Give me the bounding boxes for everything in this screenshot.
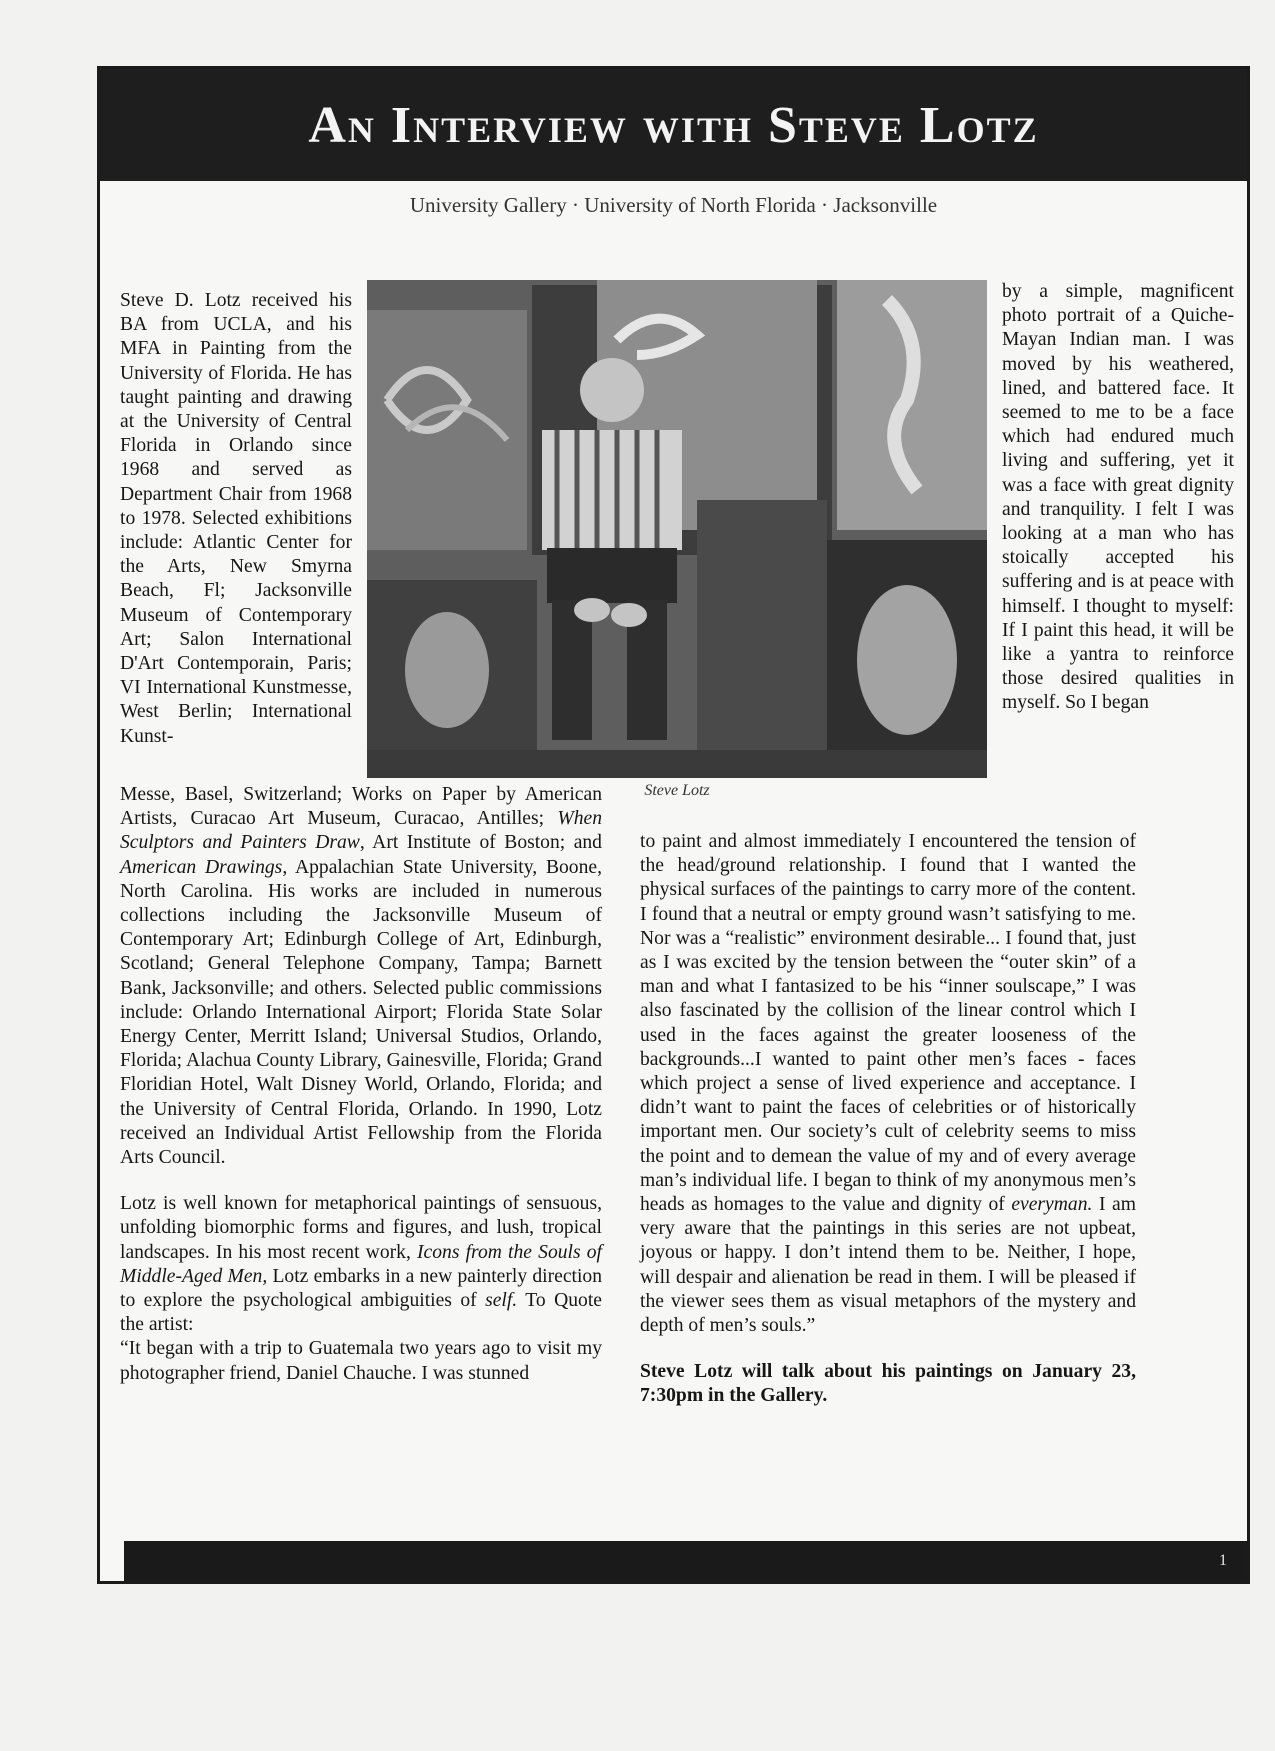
bio-intro-text: Steve D. Lotz received his BA from UCLA, and his MFA in Painting from the University of Florida. He has taught painting and drawing at the University of Central Florida in Orlando since 1968 and served as Department Chair from 1968 to 1978. Selected exhibitions include: Atlantic Center for the Arts, New Smyrna Beach, Fl; Jacksonville Museum of Contemporary Art; Salon International D'Art Contemporain, Paris; VI International Kunstmesse, West Berlin; International Kunst-	[120, 290, 352, 747]
quote-text-b: I am very aware that the paintings in this series are not upbeat, joyous or happy. I don’t intend them to be. Neither, I hope, will despair and alienation be read in them. I will be pleased if the viewer sees them as visual metaphors of the mystery and depth of men’s souls.”	[640, 1194, 1136, 1337]
quote-start: “It began with a trip to Guatemala two years ago to visit my photographer friend, Daniel Chauche. I was stunned	[120, 1338, 602, 1384]
exhibition-title-1: When Sculptors and Painters Draw	[120, 808, 602, 854]
bio-text-b: , Art Institute of Boston; and	[359, 832, 602, 854]
self-word: self.	[485, 1290, 518, 1312]
page-number: 1	[1219, 1552, 1227, 1569]
photo-illustration	[367, 280, 987, 778]
subtitle: University Gallery · University of North Florida · Jacksonville	[409, 193, 938, 217]
quote-body	[640, 830, 1136, 1409]
bio-text-c: , Appalachian State University, Boone, North Carolina. His works are included in numerous collections including the Jacksonville Museum of Contemporary Art; Edinburgh College of Art, Edinburgh, Scotland; General Telephone Company, Tampa; Barnett Bank, Jacksonville; and others. Selected public commissions include: Orlando International Airport; Florida State Solar Energy Center, Merritt Island; Universal Studios, Orlando, Florida; Alachua County Library, Gainesville, Florida; Grand Floridian Hotel, Walt Disney World, Orlando, Florida; and the University of Central Florida, Orlando. In 1990, Lotz received an Individual Artist Fellowship from the Florida Arts Council.	[120, 856, 602, 1169]
quote-text-a: to paint and almost immediately I encountered the tension of the head/ground relationship. I found that I wanted the physical surfaces of the paintings to carry more of the content. I found that a neutral or empty ground wasn’t satisfying to me. Nor was a “realistic” environment desirable... I found that, just as I was excited by the tension between the “outer skin” of a man and what I fantasized to be his “inner soulscape,” I was also fascinated by the collision of the linear control which I used in the faces against the greater looseness of the backgrounds...I wanted to paint other men’s faces - faces which project a sense of lived experience and acceptance. I didn’t want to paint the faces of celebrities or of historically important men. Our society’s cult of celebrity seems to miss the point and to demean the value of my and of every average man’s individual life. I began to think of my anonymous men’s heads as homages to the value and dignity of	[640, 831, 1136, 1216]
page-title: An Interview with Steve Lotz	[308, 96, 1039, 154]
newsletter-page	[97, 66, 1250, 1584]
work-text-b: Lotz embarks in a new painterly direction to explore the psychological ambiguities of	[120, 1265, 602, 1312]
work-text-a: Lotz is well known for metaphorical paintings of sensuous, unfolding biomorphic forms and figures, and lush, tropical landscapes. In his most recent work,	[120, 1193, 602, 1263]
series-title: Icons from the Souls of Middle-Aged Men,	[120, 1241, 602, 1287]
work-text-c: To Quote the artist:	[120, 1290, 602, 1336]
everyman-word: everyman.	[1011, 1194, 1093, 1216]
exhibition-title-2: American Drawings	[120, 856, 283, 878]
quote-paragraph	[640, 830, 1136, 1338]
bio-paragraph	[120, 783, 602, 1170]
artist-photo	[367, 280, 987, 778]
photo-caption: Steve Lotz	[644, 782, 710, 799]
quote-intro	[1002, 280, 1234, 716]
bio-intro	[120, 289, 352, 749]
work-paragraph	[120, 1192, 602, 1337]
title-bar	[100, 69, 1247, 181]
quote-intro-text: by a simple, magnificent photo portrait of a Quiche-Mayan Indian man. I was moved by his weathered, lined, and battered face. It seemed to me to be a face which had endured much living and suffering, yet it was a face with great dignity and tranquility. I felt I was looking at a man who has stoically accepted his suffering and is at peace with himself. I thought to myself: If I paint this head, it will be like a yantra to reinforce those desired qualities in myself. So I began	[1002, 281, 1234, 714]
talk-announcement: Steve Lotz will talk about his paintings on January 23, 7:30pm in the Gallery.	[640, 1361, 1136, 1407]
bio-text-a: Messe, Basel, Switzerland; Works on Paper by American Artists, Curacao Art Museum, Curacao, Antilles;	[120, 784, 602, 830]
footer-bar	[124, 1541, 1247, 1581]
bio-body	[120, 783, 602, 1386]
